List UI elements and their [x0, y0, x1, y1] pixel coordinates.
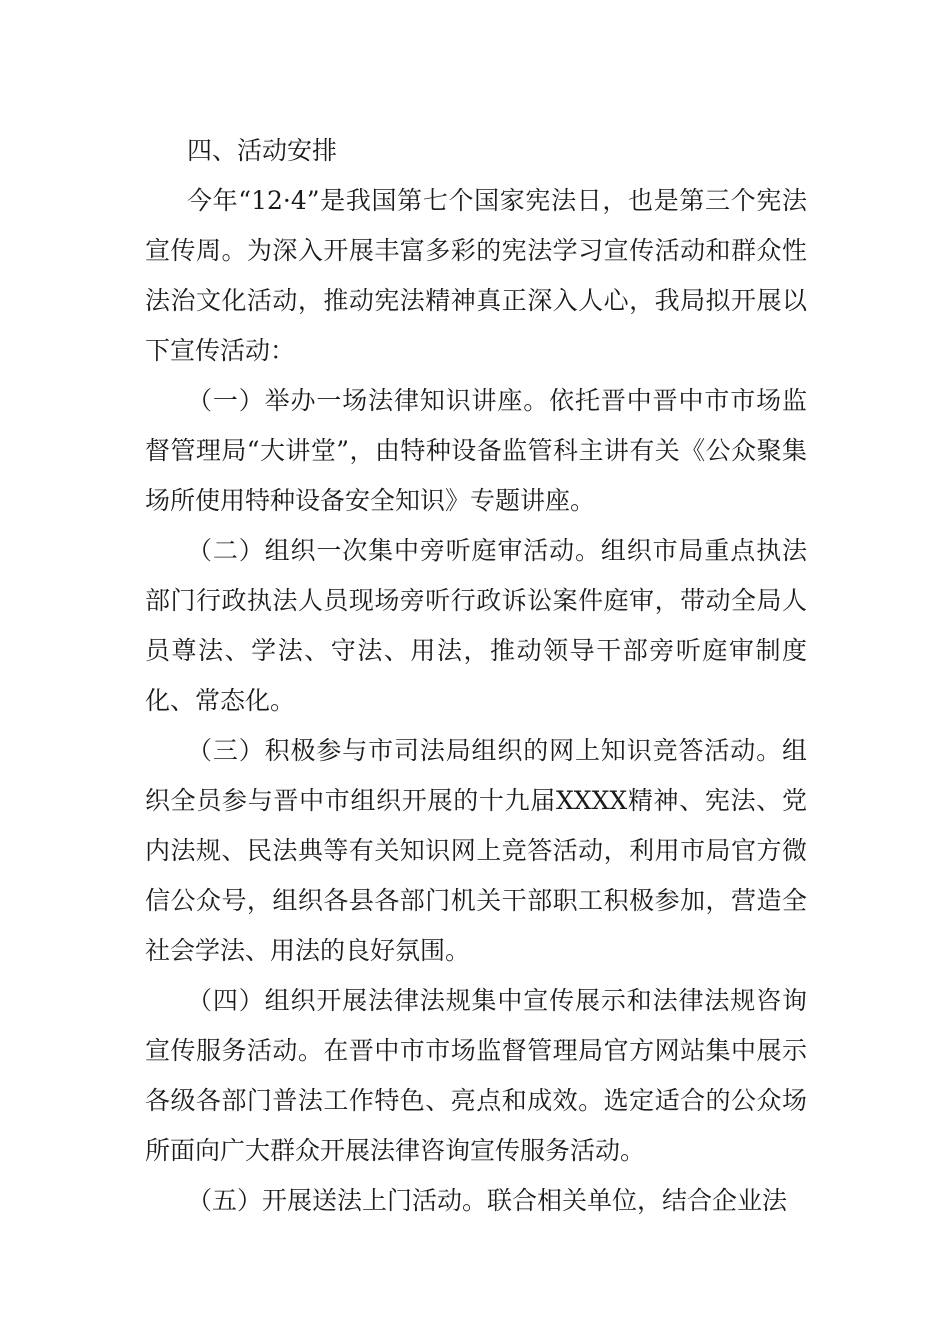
activity-paragraph-2: （二）组织一次集中旁听庭审活动。组织市局重点执法部门行政执法人员现场旁听行政诉讼案件庭审，带动全局人员尊法、学法、守法、用法，推动领导干部旁听庭审制度化、常态化。	[145, 536, 807, 715]
intro-paragraph: 今年“12·4”是我国第七个国家宪法日，也是第三个宪法宣传周。为深入开展丰富多彩的宪法学习宣传活动和群众性法治文化活动，推动宪法精神真正深入人心，我局拟开展以下宣传活动：	[145, 186, 807, 365]
activity-paragraph-4: （四）组织开展法律法规集中宣传展示和法律法规咨询宣传服务活动。在晋中市市场监督管理局官方网站集中展示各级各部门普法工作特色、亮点和成效。选定适合的公众场所面向广大群众开展法律咨询宣传服务活动。	[145, 986, 807, 1165]
activity-paragraph-3: （三）积极参与市司法局组织的网上知识竞答活动。组织全员参与晋中市组织开展的十九届XXXX精神、宪法、党内法规、民法典等有关知识网上竞答活动，利用市局官方微信公众号，组织各县各部门机关干部职工积极参加，营造全社会学法、用法的良好氛围。	[145, 736, 807, 965]
activity-paragraph-5: （五）开展送法上门活动。联合相关单位，结合企业法	[187, 1186, 788, 1215]
activity-paragraph-1: （一）举办一场法律知识讲座。依托晋中晋中市市场监督管理局“大讲堂”，由特种设备监管科主讲有关《公众聚集场所使用特种设备安全知识》专题讲座。	[145, 386, 807, 515]
document-body	[145, 126, 807, 1226]
section-heading: 四、活动安排	[187, 136, 338, 165]
